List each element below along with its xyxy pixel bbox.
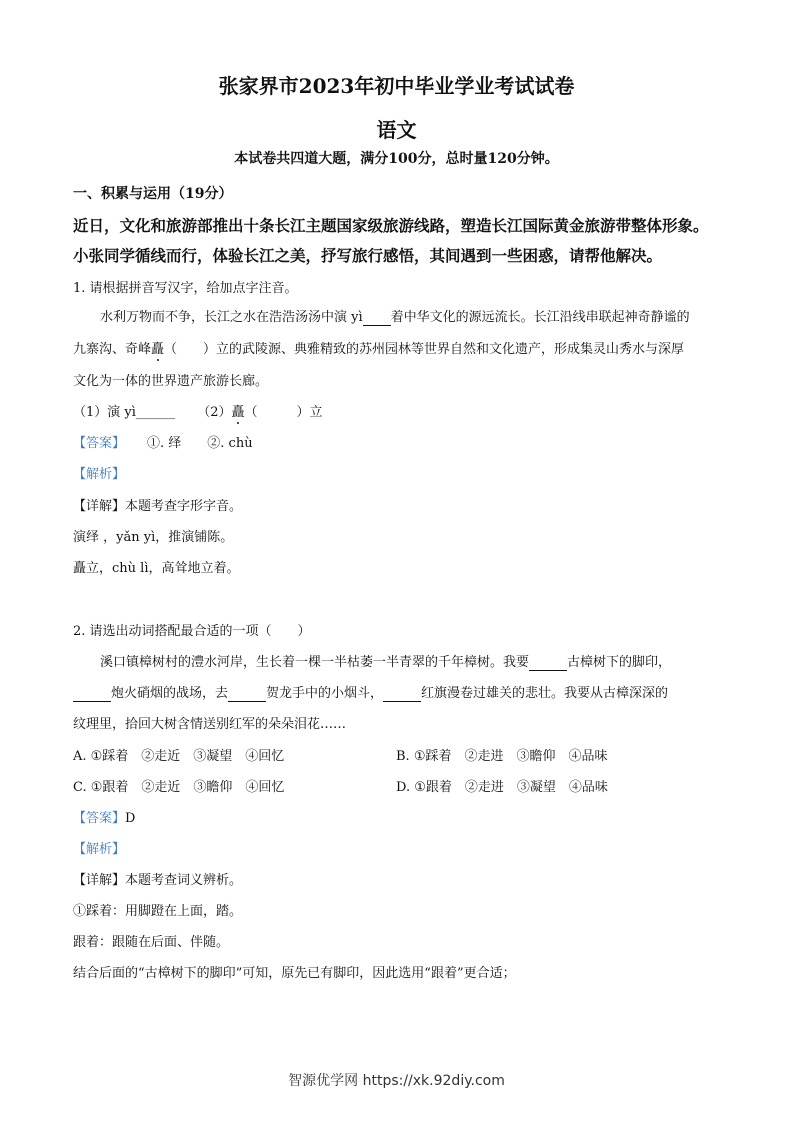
q1-blank-2-suffix: （ ）立	[244, 405, 323, 420]
option-b: B. ①踩着 ②走进 ③瞻仰 ④品味	[396, 749, 608, 764]
q1-passage-text: 着中华文化的源远流长。长江沿线串联起神奇静谧的	[390, 310, 690, 325]
q1-passage-line-2	[73, 338, 684, 357]
section-intro-line-2: 小张同学循线而行，体验长江之美，抒写旅行感悟，其间遇到一些困惑，请帮他解决。	[73, 246, 663, 265]
q2-passage-text: 溪口镇樟树村的澧水河岸，生长着一棵一半枯萎一半青翠的千年樟树。我要	[100, 655, 530, 670]
dotted-character: 矗	[151, 342, 165, 357]
option-d: D. ①跟着 ②走进 ③凝望 ④品味	[396, 780, 608, 795]
q1-stem: 1. 请根据拼音写汉字，给加点字注音。	[73, 281, 298, 296]
answer-text: D	[125, 811, 136, 826]
q2-passage-text: 贺龙手中的小烟斗，	[266, 686, 384, 701]
exam-note: 本试卷共四道大题，满分100分，总时量120分钟。	[234, 151, 559, 167]
option-a: A. ①踩着 ②走近 ③凝望 ④回忆	[73, 749, 285, 764]
q1-passage-line-3: 文化为一体的世界遗产旅游长廊。	[73, 374, 269, 389]
section-heading: 一、积累与运用（19分）	[73, 186, 233, 202]
analysis-tag: 【解析】	[73, 467, 126, 482]
blank-line	[363, 310, 391, 326]
blank-line	[529, 655, 567, 671]
exam-title: 张家界市2023年初中毕业学业考试试卷	[218, 74, 575, 98]
q1-explanation-2: 矗立，chù lì，高耸地立着。	[73, 561, 240, 576]
dotted-character: 矗	[231, 405, 245, 420]
answer-text: ①. 绎 ②. chù	[147, 436, 253, 451]
q1-detail: 【详解】本题考查字形字音。	[73, 499, 243, 514]
answer-tag: 【答案】	[73, 811, 126, 826]
q2-passage-text: 红旗漫卷过雄关的悲壮。我要从古樟深深的	[421, 686, 669, 701]
q1-blank-1: （1）演 yì______	[73, 405, 175, 420]
blank-line	[383, 686, 421, 702]
q2-explanation-2: 跟着：跟随在后面、伴随。	[73, 935, 230, 950]
q2-passage-line-3: 纹理里，拾回大树含情送别红军的朵朵泪花……	[73, 717, 347, 732]
q1-blanks	[73, 401, 323, 420]
analysis-tag: 【解析】	[73, 842, 126, 857]
q1-passage-text: （ ）立的武陵源、典雅精致的苏州园林等世界自然和文化遗产，形成集灵山秀水与深厚	[164, 342, 685, 357]
q1-answer	[73, 432, 253, 451]
q2-stem: 2. 请选出动词搭配最合适的一项（ ）	[73, 624, 311, 639]
q2-passage-text: 古樟树下的脚印，	[567, 655, 672, 670]
subject-title: 语文	[376, 118, 417, 142]
q1-passage-line-1	[100, 306, 690, 326]
q1-blank-2-prefix: （2）	[197, 405, 232, 420]
q2-explanation-3: 结合后面的“古樟树下的脚印”可知，原先已有脚印，因此选用“跟着”更合适；	[73, 966, 516, 981]
q1-passage-text: 九寨沟、奇峰	[73, 342, 152, 357]
blank-line	[228, 686, 266, 702]
blank-line	[73, 686, 111, 702]
q2-explanation-1: ①踩着：用脚蹬在上面，踏。	[73, 904, 243, 919]
q1-explanation-1: 演绎 ，yǎn yì，推演铺陈。	[73, 530, 234, 545]
q2-answer	[73, 807, 135, 826]
footer-watermark[interactable]: 智源优学网 https://xk.92diy.com	[288, 1073, 505, 1089]
option-c: C. ①跟着 ②走近 ③瞻仰 ④回忆	[73, 780, 285, 795]
q2-detail: 【详解】本题考查词义辨析。	[73, 873, 243, 888]
q2-passage-text: 炮火硝烟的战场，去	[111, 686, 229, 701]
q2-passage-line-1	[100, 651, 671, 671]
answer-tag: 【答案】	[73, 436, 126, 451]
q1-passage-text: 水利万物而不争，长江之水在浩浩汤汤中演 yì	[100, 310, 363, 325]
q2-passage-line-2	[73, 682, 668, 702]
section-intro-line-1: 近日，文化和旅游部推出十条长江主题国家级旅游线路，塑造长江国际黄金旅游带整体形象。	[73, 216, 709, 235]
